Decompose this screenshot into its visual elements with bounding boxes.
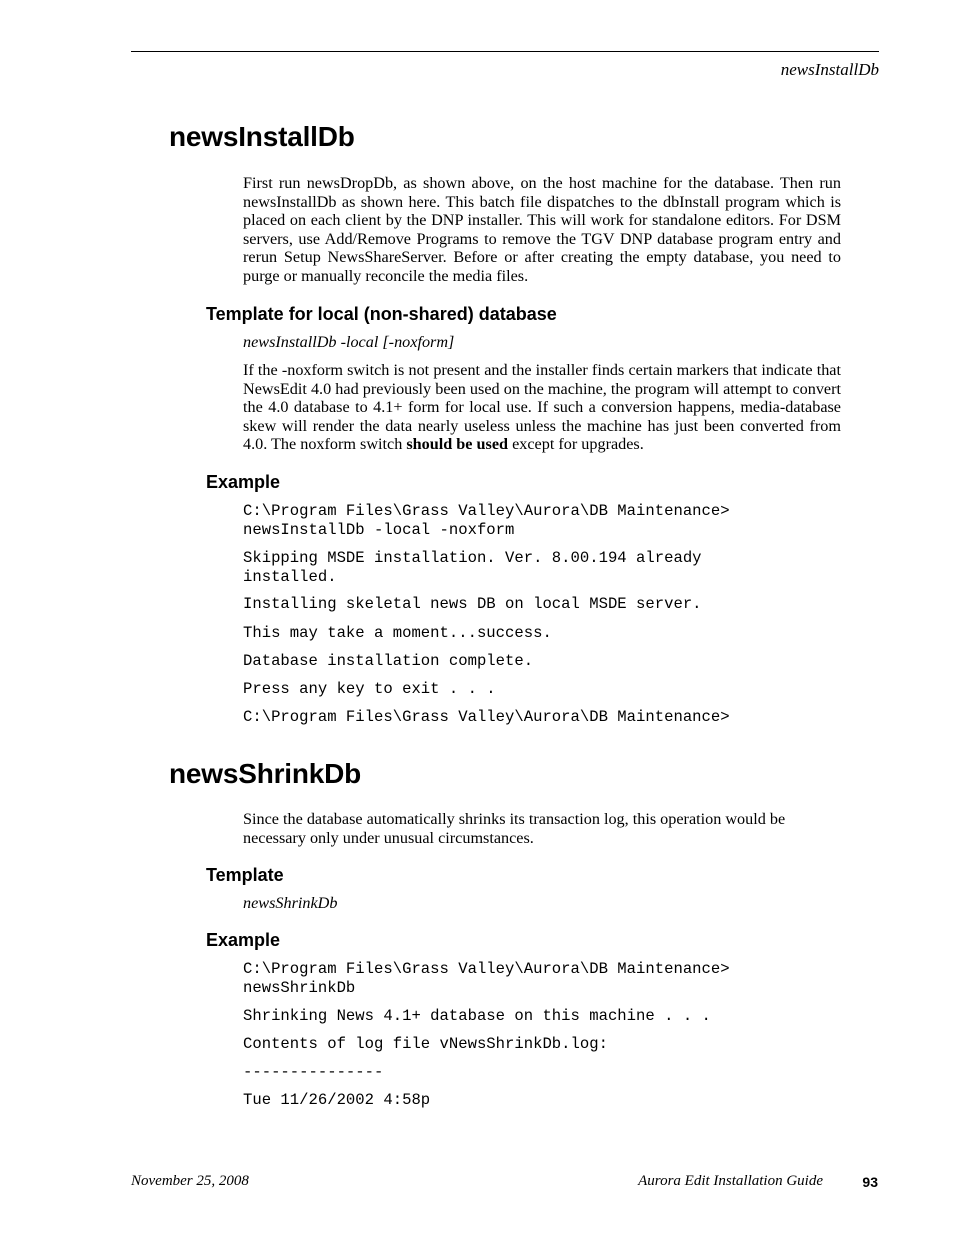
noxform-note xyxy=(243,361,841,454)
example-heading-shrink: Example xyxy=(206,930,281,950)
code-line: Press any key to exit . . . xyxy=(243,680,496,698)
template-heading-shrink: Template xyxy=(206,865,284,885)
page-number: 93 xyxy=(862,1174,878,1190)
noxform-note-text: If the -noxform switch is not present and the installer finds certain markers that indicate that NewsEdit 4.0 had previously been used on the machine, the program will attempt to convert the 4.0 database to 4.1+ form for local use. If such a conversion happens, media-database skew will render the data nearly useless unless the machine has just been converted from 4.0. The noxform switch xyxy=(243,361,841,454)
code-line: C:\Program Files\Grass Valley\Aurora\DB Maintenance> newsShrinkDb xyxy=(243,960,730,997)
code-line: Database installation complete. xyxy=(243,652,534,670)
code-line: This may take a moment...success. xyxy=(243,624,552,642)
footer-date: November 25, 2008 xyxy=(131,1173,249,1189)
header-rule xyxy=(131,51,879,52)
code-line: Tue 11/26/2002 4:58p xyxy=(243,1091,431,1109)
section-heading-newsshrinkdb: newsShrinkDb xyxy=(169,758,362,789)
newsshrinkdb-intro: Since the database automatically shrinks its transaction log, this operation would be necessary only under unusual circumstances. xyxy=(243,810,786,847)
code-line: Installing skeletal news DB on local MSDE server. xyxy=(243,595,702,613)
code-line: C:\Program Files\Grass Valley\Aurora\DB Maintenance> xyxy=(243,708,730,726)
template-syntax-install: newsInstallDb -local [-noxform] xyxy=(243,333,455,351)
noxform-note-emphasis: should be used xyxy=(406,435,509,454)
example-heading-install: Example xyxy=(206,472,281,492)
footer-guide-title: Aurora Edit Installation Guide xyxy=(638,1173,823,1189)
code-line: --------------- xyxy=(243,1063,384,1081)
running-head: newsInstallDb xyxy=(780,60,879,79)
code-line: Skipping MSDE installation. Ver. 8.00.194 already installed. xyxy=(243,549,702,586)
noxform-note-tail: except for upgrades. xyxy=(508,435,644,454)
template-syntax-shrink: newsShrinkDb xyxy=(243,894,338,912)
code-line: Contents of log file vNewsShrinkDb.log: xyxy=(243,1035,608,1053)
template-heading-local: Template for local (non-shared) database xyxy=(206,304,557,324)
code-line: C:\Program Files\Grass Valley\Aurora\DB Maintenance> newsInstallDb -local -noxform xyxy=(243,502,730,539)
section-heading-newsinstalldb: newsInstallDb xyxy=(169,121,355,152)
newsinstalldb-intro: First run newsDropDb, as shown above, on the host machine for the database. Then run newsInstallDb as shown here. This batch file dispatches to the dbInstall program which is placed on each client by the DNP installer. This will work for standalone editors. For DSM servers, use Add/Remove Programs to remove the TGV DNP database program entry and rerun Setup NewsShareServer. Before or after creating the empty database, you need to purge or manually reconcile the media files. xyxy=(243,174,841,285)
code-line: Shrinking News 4.1+ database on this machine . . . xyxy=(243,1007,711,1025)
